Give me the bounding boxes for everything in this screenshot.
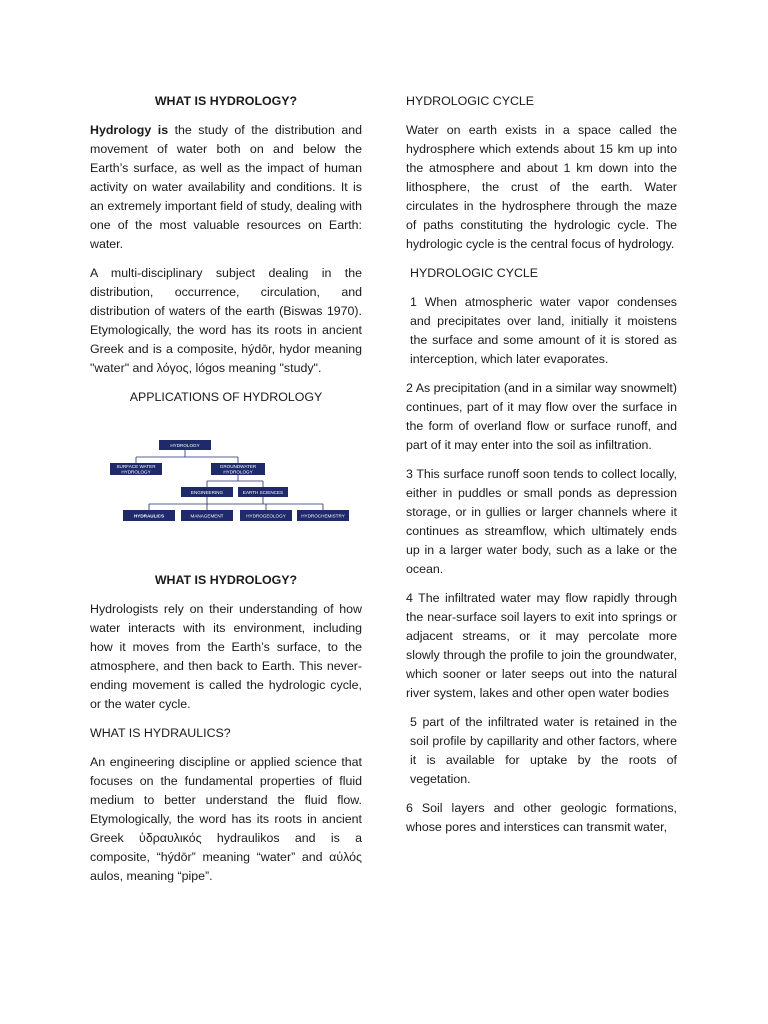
label-hydrology: HYDROLOGY bbox=[170, 443, 200, 448]
section-title-hydrologic-cycle-2: HYDROLOGIC CYCLE bbox=[410, 266, 539, 280]
paragraph-hydrologists: Hydrologists rely on their understanding of how water interacts with its environment, including how it moves from the Earth’s surface, to the atmosphere, and then back to Earth. This never-ending movement is called the hydrologic cycle, or the water cycle. bbox=[90, 602, 362, 711]
applications-diagram bbox=[90, 417, 362, 557]
cycle-step-2: 2 As precipitation (and in a similar way snowmelt) continues, part of it may flow over the surface in the form of overland flow or surface runoff, and part of it may enter into the soil as infiltration. bbox=[406, 381, 677, 452]
label-hydraulics: HYDRAULICS bbox=[133, 513, 165, 519]
label-surface-water-line2: HYDROLOGY bbox=[121, 469, 151, 475]
label-hydrogeology: HYDROGEOLOGY bbox=[246, 513, 286, 519]
section-title-what-is-hydrology: WHAT IS HYDROLOGY? bbox=[154, 94, 298, 108]
label-engineering: ENGINEERING bbox=[190, 490, 224, 495]
section-title-what-is-hydrology-2: WHAT IS HYDROLOGY? bbox=[154, 573, 298, 587]
paragraph-multidisciplinary: A multi-disciplinary subject dealing in the distribution, occurrence, circulation, and distribution of waters of the earth (Biswas 1970). Etymologically, the word has its roots in ancient Greek and is a composite, hýdōr, hydor meaning "water" and λόγος, lógos meaning "study". bbox=[90, 266, 362, 375]
hydrology-term: Hydrology is bbox=[90, 123, 169, 137]
cycle-step-5: 5 part of the infiltrated water is retained in the soil profile by capillarity and other factors, where it is available for uptake by the roots of vegetation. bbox=[410, 715, 677, 786]
diagram-connectors bbox=[136, 450, 323, 510]
cycle-step-3: 3 This surface runoff soon tends to collect locally, either in puddles or small ponds as depression storage, or in gullies or larger channels where it continues as streamflow, which ultimately ends up in a larger water body, such as a lake or the ocean. bbox=[406, 467, 677, 576]
cycle-step-6: 6 Soil layers and other geologic formations, whose pores and interstices can transmit water, bbox=[406, 801, 677, 834]
left-column bbox=[90, 92, 362, 896]
label-management: MANAGEMENT bbox=[190, 513, 224, 519]
label-earth-sciences: EARTH SCIENCES bbox=[242, 490, 284, 495]
cycle-step-4: 4 The infiltrated water may flow rapidly through the near-surface soil layers to exit into springs or adjacent streams, or it may percolate more slowly through the profile to join the groundwater, which sooner or later seeps out into the natural river system, lakes and other open water bodies bbox=[406, 591, 677, 700]
section-title-what-is-hydraulics: WHAT IS HYDRAULICS? bbox=[90, 726, 231, 740]
label-groundwater-line1: GROUNDWATER bbox=[219, 464, 257, 469]
cycle-step-1: 1 When atmospheric water vapor condenses and precipitates over land, initially it moistens the surface and some amount of it is stored as interception, which later evaporates. bbox=[410, 295, 677, 366]
label-surface-water-line1: SURFACE WATER bbox=[116, 464, 156, 469]
paragraph-hydraulics-definition: An engineering discipline or applied science that focuses on the fundamental properties of fluid medium to better understand the fluid flow. Etymologically, the word has its roots in ancient Greek ὑδραυλικός hydraulikos and is a composite, “hýdōr” meaning “water” and αὐλός aulos, meaning “pipe”. bbox=[90, 755, 362, 883]
section-title-hydrologic-cycle: HYDROLOGIC CYCLE bbox=[406, 94, 535, 108]
label-hydrochemistry: HYDROCHEMISTRY bbox=[301, 513, 345, 519]
paragraph-hydrology-definition bbox=[90, 121, 362, 254]
section-title-applications: APPLICATIONS OF HYDROLOGY bbox=[129, 390, 323, 404]
label-groundwater-line2: HYDROLOGY bbox=[223, 469, 253, 475]
applications-tree-svg bbox=[90, 417, 362, 557]
right-column bbox=[406, 92, 677, 847]
paragraph-hydrosphere: Water on earth exists in a space called the hydrosphere which extends about 15 km up into the atmosphere and about 1 km down into the lithosphere, the crust of the earth. Water circulates in the hydrosphere through the maze of paths constituting the hydrologic cycle. The hydrologic cycle is the central focus of hydrology. bbox=[406, 123, 677, 251]
hydrology-definition-text: the study of the distribution and movement of water both on and below the Earth’s surface, as well as the impact of human activity on water availability and conditions. It is an extremely important field of study, dealing with one of the most valuable resources on Earth: water. bbox=[90, 123, 362, 251]
